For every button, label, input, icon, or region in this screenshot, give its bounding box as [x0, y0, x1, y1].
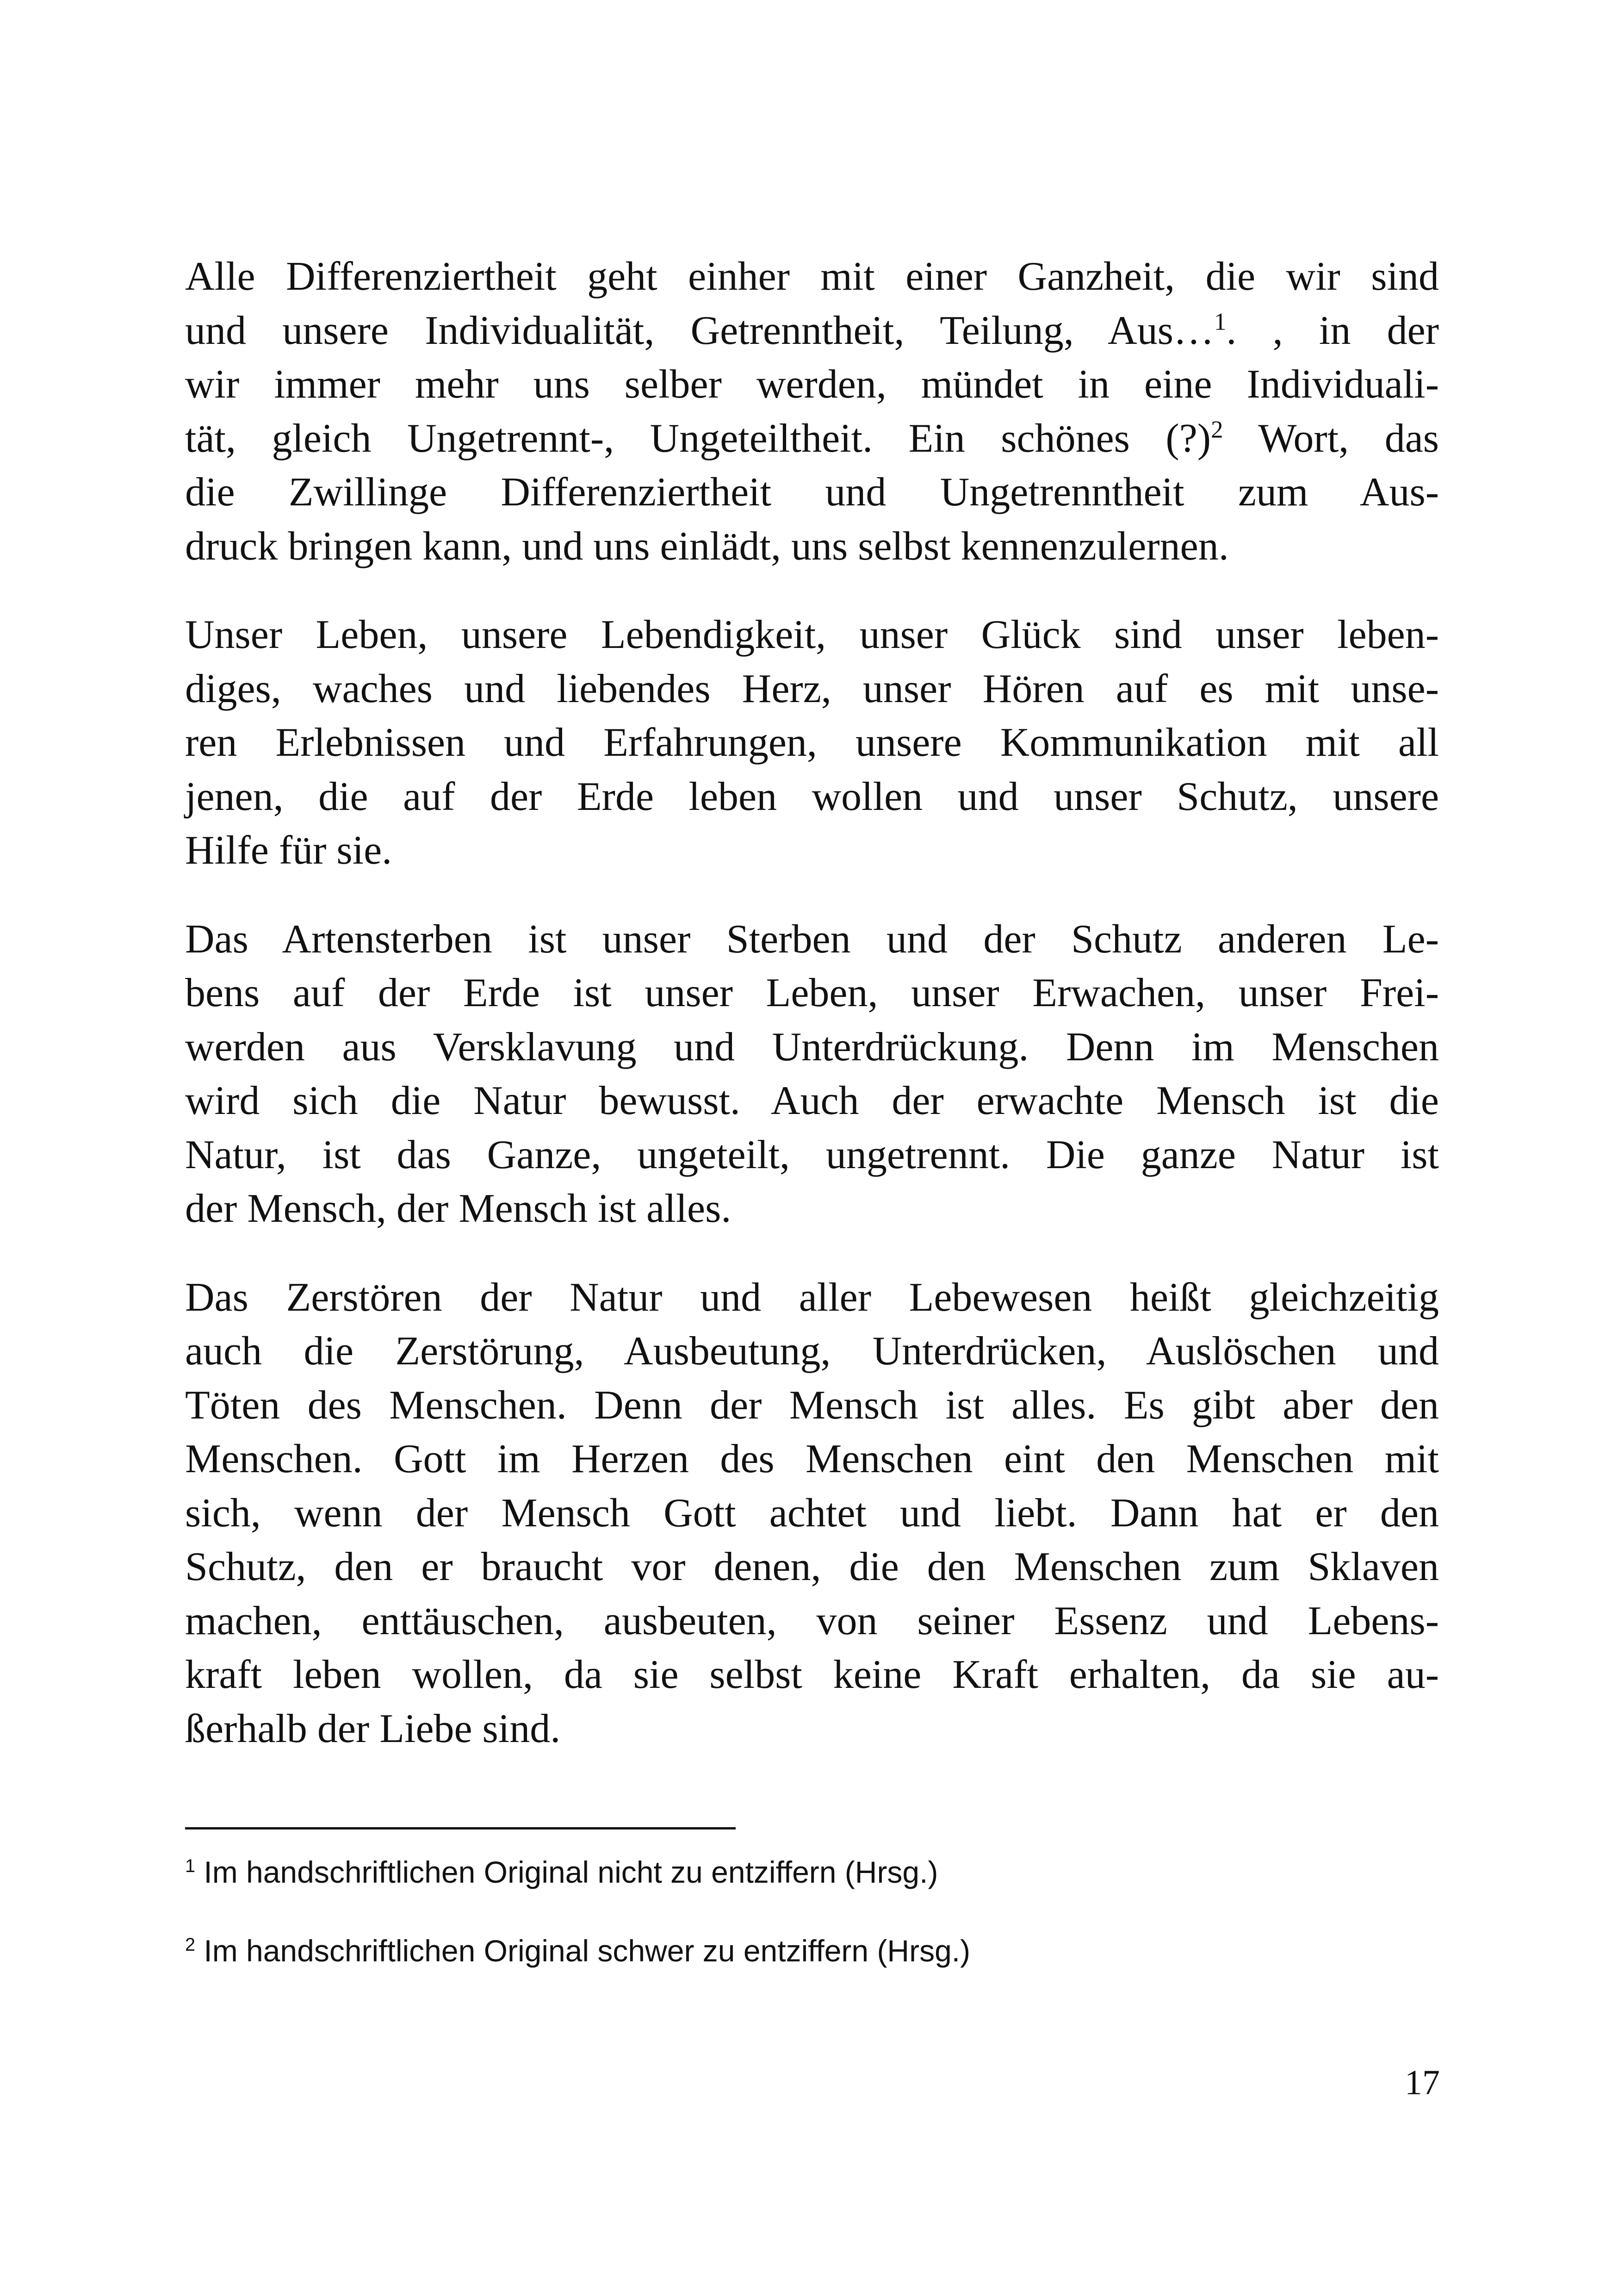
text-line: Das Artensterben ist unser Sterben und der Schutz anderen Le- [185, 916, 1439, 962]
text-line: machen, enttäuschen, ausbeuten, von seiner Essenz und Lebens- [185, 1598, 1439, 1643]
text-line [185, 304, 1439, 358]
footnote-text: Im handschriftlichen Original nicht zu entziffern (Hrsg.) [195, 1855, 938, 1889]
text-line: druck bringen kann, und uns einlädt, uns selbst kennenzulernen. [185, 523, 1229, 569]
text-line: Das Zerstören der Natur und aller Lebewesen heißt gleichzeitig [185, 1275, 1439, 1320]
text-line: Natur, ist das Ganze, ungeteilt, ungetrennt. Die ganze Natur ist [185, 1132, 1439, 1177]
text-line: ren Erlebnissen und Erfahrungen, unsere Kommunikation mit all [185, 720, 1439, 765]
text-line: diges, waches und liebendes Herz, unser Hören auf es mit unse- [185, 666, 1439, 711]
text-line: wird sich die Natur bewusst. Auch der erwachte Mensch ist die [185, 1078, 1439, 1123]
text-line: auch die Zerstörung, Ausbeutung, Unterdrücken, Auslöschen und [185, 1329, 1439, 1374]
text-segment: Wort, das [1223, 416, 1439, 461]
text-segment: tät, gleich Ungetrennt-, Ungeteiltheit. Ein schönes (?) [185, 416, 1211, 461]
text-line: Menschen. Gott im Herzen des Menschen eint den Menschen mit [185, 1437, 1439, 1481]
paragraph-1 [185, 250, 1439, 573]
text-line: Schutz, den er braucht vor denen, die den Menschen zum Sklaven [185, 1544, 1439, 1589]
text-line: ßerhalb der Liebe sind. [185, 1706, 561, 1751]
text-line: die Zwillinge Differenziertheit und Ungetrenntheit zum Aus- [185, 470, 1439, 515]
paragraph-2 [185, 608, 1439, 878]
text-line: Unser Leben, unsere Lebendigkeit, unser Glück sind unser leben- [185, 612, 1439, 657]
page-number: 17 [1405, 2063, 1440, 2102]
text-segment: und unsere Individualität, Getrenntheit, Teilung, Aus… [185, 308, 1214, 353]
text-line: kraft leben wollen, da sie selbst keine Kraft erhalten, da sie au- [185, 1652, 1439, 1697]
footnote-marker: 1 [1214, 308, 1227, 336]
paragraph-3 [185, 913, 1439, 1236]
text-line: der Mensch, der Mensch ist alles. [185, 1186, 732, 1231]
footnote-number: 2 [185, 1935, 196, 1955]
paragraph-4 [185, 1271, 1439, 1756]
text-line: bens auf der Erde ist unser Leben, unser Erwachen, unser Frei- [185, 971, 1439, 1015]
body-text [185, 250, 1439, 1791]
footnote-1 [185, 1854, 1439, 1891]
text-segment: . , in der [1226, 308, 1439, 353]
text-line: Alle Differenziertheit geht einher mit einer Ganzheit, die wir sind [185, 254, 1439, 299]
text-line: werden aus Versklavung und Unterdrückung. Denn im Menschen [185, 1024, 1439, 1070]
footnote-separator [185, 1827, 736, 1829]
text-line: jenen, die auf der Erde leben wollen und unser Schutz, unsere [185, 774, 1439, 819]
footnote-2 [185, 1932, 1439, 1969]
text-line [185, 412, 1439, 466]
text-line: Hilfe für sie. [185, 828, 392, 873]
footnote-text: Im handschriftlichen Original schwer zu entziffern (Hrsg.) [195, 1934, 971, 1968]
footnote-marker: 2 [1211, 416, 1223, 443]
footnote-number: 1 [185, 1856, 196, 1876]
text-line: wir immer mehr uns selber werden, mündet in eine Individuali- [185, 362, 1439, 407]
text-line: Töten des Menschen. Denn der Mensch ist alles. Es gibt aber den [185, 1382, 1439, 1428]
text-line: sich, wenn der Mensch Gott achtet und liebt. Dann hat er den [185, 1490, 1439, 1536]
